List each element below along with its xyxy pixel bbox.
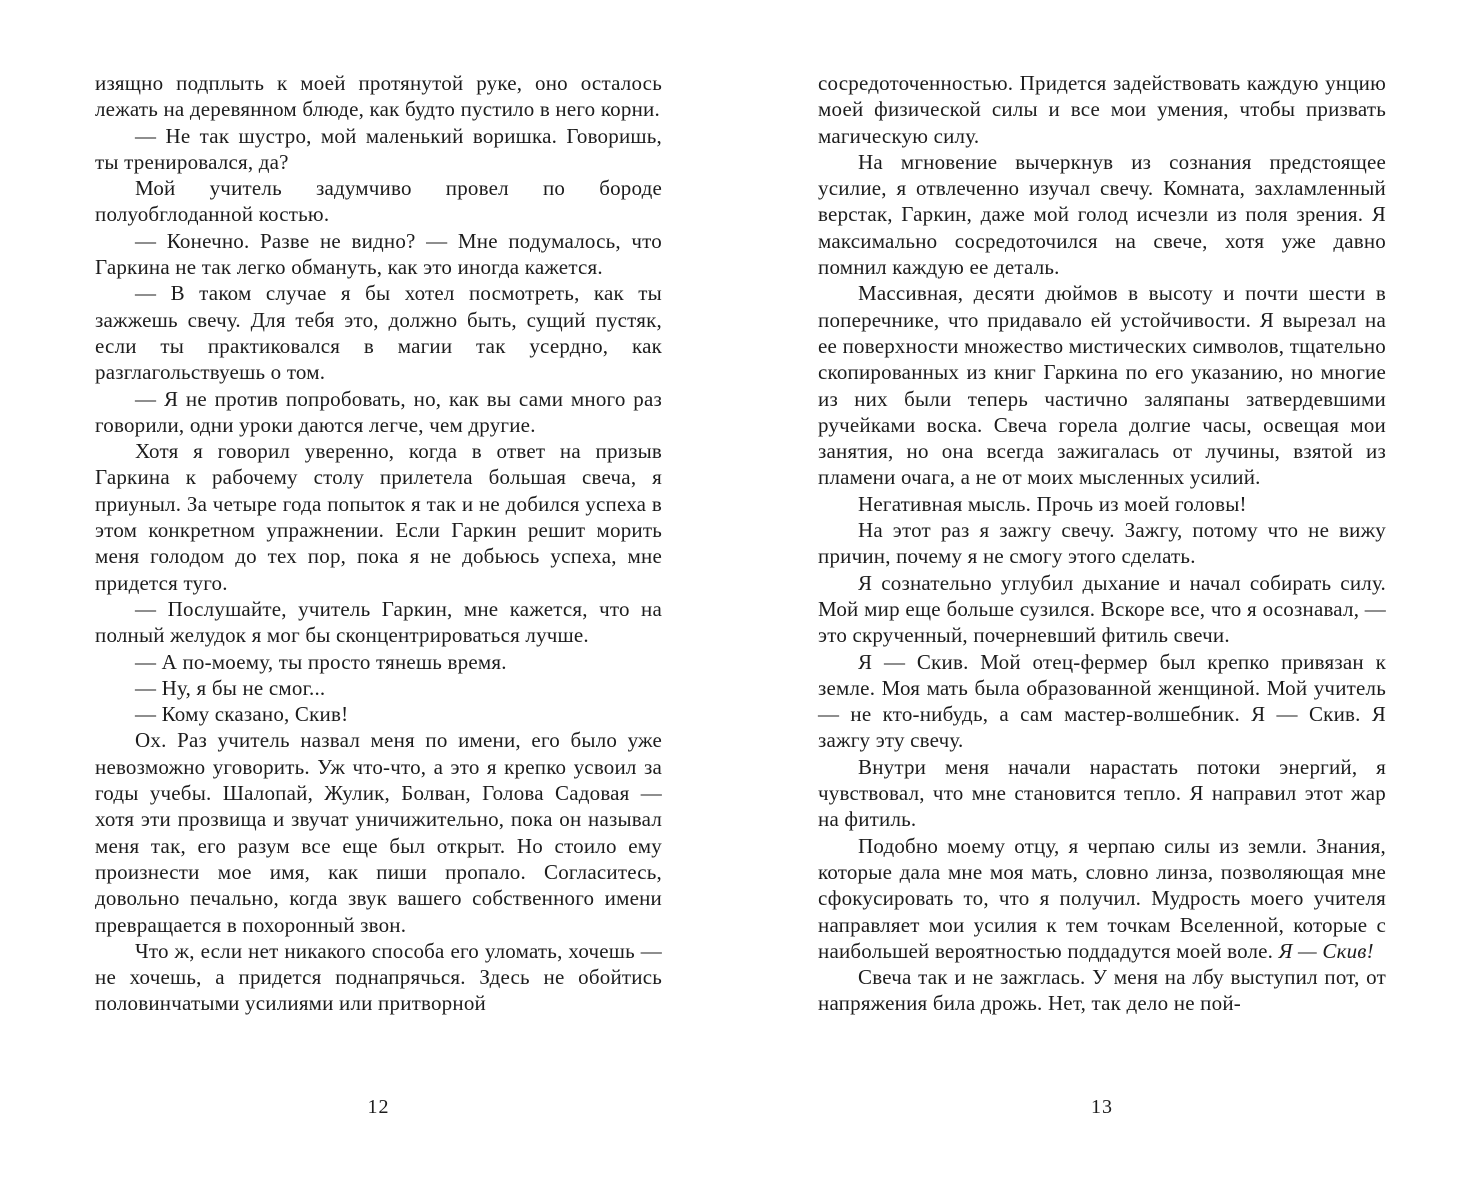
paragraph (818, 964, 1386, 1017)
paragraph (95, 175, 662, 228)
paragraph (95, 70, 662, 123)
paragraph (818, 833, 1386, 964)
text-segment: — А по-моему, ты просто тянешь время. (135, 649, 507, 674)
text-segment: Свеча так и не зажглась. У меня на лбу выступил пот, от напряжения била дрожь. Нет, так дело не пой- (818, 965, 1386, 1016)
text-segment: Я сознательно углубил дыхание и начал собирать силу. Мой мир еще больше сузился. Вскоре все, что я осознавал, — это скрученный, почерневший фитиль свечи. (818, 570, 1386, 648)
text-segment: — Кому сказано, Скив! (135, 702, 349, 727)
page-right (818, 70, 1386, 1150)
italic-text: Я — Скив! (1278, 938, 1374, 963)
text-segment: — Конечно. Разве не видно? — Мне подумалось, что Гаркина не так легко обмануть, как это иногда кажется. (95, 228, 662, 280)
paragraph (818, 754, 1386, 833)
paragraph (95, 438, 662, 596)
page-left (95, 70, 662, 1150)
paragraph (95, 228, 662, 281)
text-segment: Хотя я говорил уверенно, когда в ответ на призыв Гаркина к рабочему столу прилетела большая свеча, я приуныл. За четыре года попыток я так и не добился успеха в этом конкретном упражнении. Если Гаркин решит морить меня голодом до тех пор, пока я не добьюсь успеха, мне придется туго. (95, 439, 662, 595)
paragraph (95, 596, 662, 649)
text-segment: изящно подплыть к моей протянутой руке, оно осталось лежать на деревянном блюде, как будто пустило в него корни. (95, 71, 662, 122)
page-number: 13 (1091, 1096, 1113, 1118)
text-segment: Негативная мысль. Прочь из моей головы! (858, 491, 1247, 516)
paragraph (95, 701, 662, 727)
page-number: 12 (367, 1096, 390, 1118)
text-segment: Что ж, если нет никакого способа его уломать, хочешь — не хочешь, а придется поднапрячься. Здесь не обойтись половинчатыми усилиями или притворной (95, 938, 662, 1016)
paragraph (95, 675, 662, 701)
paragraph (818, 517, 1386, 570)
text-segment: На мгновение вычеркнув из сознания предстоящее усилие, я отвлеченно изучал свечу. Комната, захламленный верстак, Гаркин, даже мой голод исчезли из поля зрения. Я максимально сосредоточился на свече, хотя уже давно помнил каждую ее деталь. (818, 149, 1386, 280)
paragraph (818, 70, 1386, 149)
paragraph (818, 280, 1386, 490)
text-segment: — В таком случае я бы хотел посмотреть, как ты зажжешь свечу. Для тебя это, должно быть, сущий пустяк, если ты практиковался в магии так усердно, как разглагольствуешь о том. (95, 281, 662, 385)
paragraph (818, 649, 1386, 754)
paragraph (95, 727, 662, 937)
text-segment: — Послушайте, учитель Гаркин, мне кажется, что на полный желудок я мог бы сконцентрироваться лучше. (95, 596, 662, 648)
page-text (95, 70, 662, 1017)
paragraph (818, 491, 1386, 517)
paragraph (95, 386, 662, 439)
text-segment: Я — Скив. Мой отец-фермер был крепко привязан к земле. Моя мать была образованной женщиной. Мой учитель — не кто-нибудь, а сам мастер-волшебник. Я — Скив. Я зажгу эту свечу. (818, 649, 1386, 753)
text-segment: — Ну, я бы не смог... (135, 675, 326, 700)
paragraph (95, 123, 662, 176)
text-segment: сосредоточенностью. Придется задействовать каждую унцию моей физической силы и все мои умения, чтобы призвать магическую силу. (818, 71, 1386, 148)
page-text (818, 70, 1386, 1017)
text-segment: Мой учитель задумчиво провел по бороде полуобглоданной костью. (95, 176, 662, 227)
paragraph (818, 149, 1386, 280)
paragraph (95, 649, 662, 675)
text-segment: Массивная, десяти дюймов в высоту и почти шести в поперечнике, что придавало ей устойчивости. Я вырезал на ее поверхности множество мистических символов, тщательно скопированных из книг Гаркина по его указанию, но многие из них были теперь частично заляпаны затвердевшими ручейками воска. Свеча горела долгие часы, освещая мои занятия, но она всегда зажигалась от лучины, взятой из пламени очага, а не от моих мысленных усилий. (818, 281, 1386, 490)
paragraph (818, 570, 1386, 649)
text-segment: — Я не против попробовать, но, как вы сами много раз говорили, одни уроки даются легче, чем другие. (95, 386, 662, 437)
text-segment: Подобно моему отцу, я черпаю силы из земли. Знания, которые дала мне моя мать, словно линза, позволяющая мне сфокусировать то, что я получил. Мудрость моего учителя направляет мои усилия к тем точкам Вселенной, которые с наибольшей вероятностью поддадутся моей воле. (818, 833, 1386, 963)
text-segment: — Не так шустро, мой маленький воришка. Говоришь, ты тренировался, да? (95, 123, 662, 174)
text-segment: Ох. Раз учитель назвал меня по имени, его было уже невозможно уговорить. Уж что-что, а это я крепко усвоил за годы учебы. Шалопай, Жулик, Болван, Голова Садовая — хотя эти прозвища и звучат уничижительно, пока он называл меня так, его разум все еще был открыт. Но стоило ему произнести мое имя, как пиши пропало. Согласитесь, довольно печально, когда звук вашего собственного имени превращается в похоронный звон. (95, 728, 662, 937)
paragraph (95, 938, 662, 1017)
paragraph (95, 280, 662, 385)
text-segment: На этот раз я зажгу свечу. Зажгу, потому что не вижу причин, почему я не смогу этого сделать. (818, 518, 1386, 569)
text-segment: Внутри меня начали нарастать потоки энергий, я чувствовал, что мне становится тепло. Я направил этот жар на фитиль. (818, 754, 1386, 832)
